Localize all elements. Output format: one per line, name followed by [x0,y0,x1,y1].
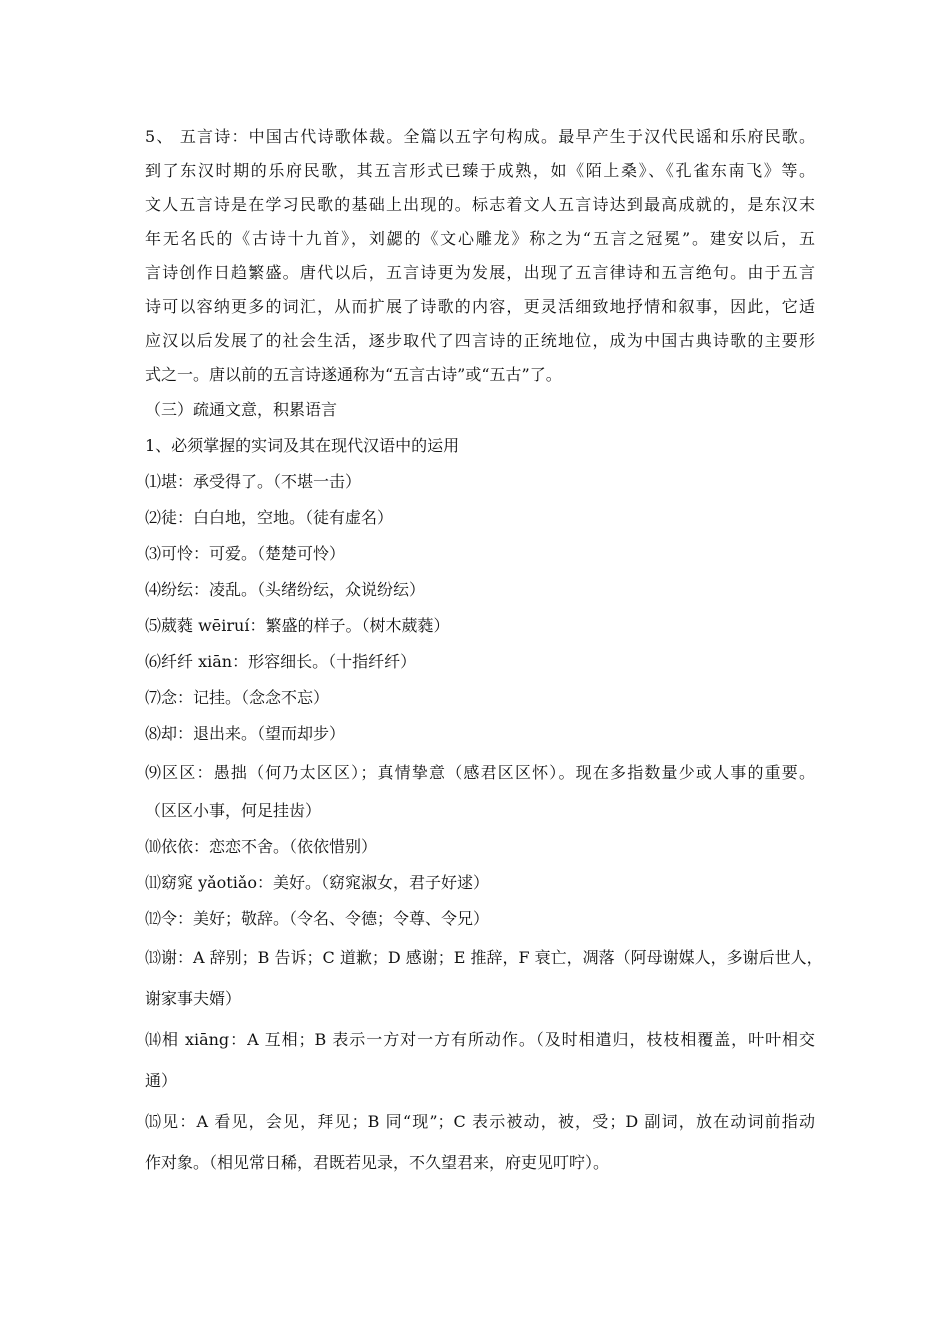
paragraph-five-言诗 [145,120,815,392]
subsection-heading: 1、必须掌握的实词及其在现代汉语中的运用 [145,436,460,455]
vocab-entry: ⑿令：美好；敬辞。（令名、令德；令尊、令兄） [145,909,490,928]
paragraph-line: 言诗创作日趋繁盛。唐代以后，五言诗更为发展，出现了五言律诗和五言绝句。由于五言 [145,263,815,282]
paragraph-line: 文人五言诗是在学习民歌的基础上出现的。标志着文人五言诗达到最高成就的，是东汉末 [145,195,815,214]
vocab-entry: ⑵徒：白白地，空地。（徒有虚名） [145,508,394,527]
paragraph-line: 到了东汉时期的乐府民歌，其五言形式已臻于成熟，如《陌上桑》、《孔雀东南飞》等。 [145,161,815,180]
vocab-entry: ⑹纤纤 xiān：形容细长。（十指纤纤） [145,652,417,671]
paragraph-line: 年无名氏的《古诗十九首》，刘勰的《文心雕龙》称之为“五言之冠冕”。建安以后，五 [145,229,815,248]
vocab-entry [145,1019,815,1101]
vocab-entry: ⑷纷纭：凌乱。（头绪纷纭，众说纷纭） [145,580,426,599]
vocab-entry-line: ⑼区区：愚拙（何乃太区区）；真情挚意（感君区区怀）。现在多指数量少或人事的重要。 [145,763,815,782]
document-body [145,120,823,1183]
vocab-entry: ⑶可怜：可爱。（楚楚可怜） [145,544,346,563]
vocab-entry [145,937,823,1019]
vocab-entry: ⑸葳蕤 wēiruí：繁盛的样子。（树木葳蕤） [145,616,450,635]
paragraph-line: 5、 五言诗：中国古代诗歌体裁。全篇以五字句构成。最早产生于汉代民谣和乐府民歌。 [145,127,815,146]
paragraph-line: 式之一。唐以前的五言诗遂通称为“五言古诗”或“五古”了。 [145,365,562,384]
paragraph-line: 应汉以后发展了的社会生活，逐步取代了四言诗的正统地位，成为中国古典诗歌的主要形 [145,331,815,350]
vocab-entry-line: 作对象。（相见常日稀，君既若见录，不久望君来，府吏见叮咛）。 [145,1153,610,1172]
vocab-entry [145,752,815,829]
vocab-entry-line: ⒁相 xiāng：A 互相；B 表示一方对一方有所动作。（及时相遣归，枝枝相覆盖，叶叶相交 [145,1030,815,1049]
vocab-list [145,464,823,1183]
vocab-entry: ⑽依依：恋恋不舍。（依依惜别） [145,837,378,856]
vocab-entry-line: （区区小事，何足挂齿） [145,801,322,820]
vocab-entry [145,1101,815,1183]
vocab-entry: ⑻却：退出来。（望而却步） [145,724,346,743]
vocab-entry: ⑺念：记挂。（念念不忘） [145,688,330,707]
vocab-entry-line: ⒀谢：A 辞别；B 告诉；C 道歉；D 感谢；E 推辞，F 衰亡，凋落（阿母谢媒人，多谢后世人， [145,948,823,967]
vocab-entry: ⑴堪：承受得了。（不堪一击） [145,472,362,491]
vocab-entry-line: 通） [145,1071,178,1090]
section-heading: （三）疏通文意，积累语言 [145,400,338,419]
vocab-entry: ⑾窈窕 yǎotiǎo：美好。（窈窕淑女，君子好逑） [145,873,490,892]
vocab-entry-line: ⒂见：A 看见，会见，拜见；B 同“现”；C 表示被动，被，受；D 副词，放在动词前指动 [145,1112,815,1131]
paragraph-line: 诗可以容纳更多的词汇，从而扩展了诗歌的内容，更灵活细致地抒情和叙事，因此，它适 [145,297,815,316]
vocab-entry-line: 谢家事夫婿） [145,989,242,1008]
